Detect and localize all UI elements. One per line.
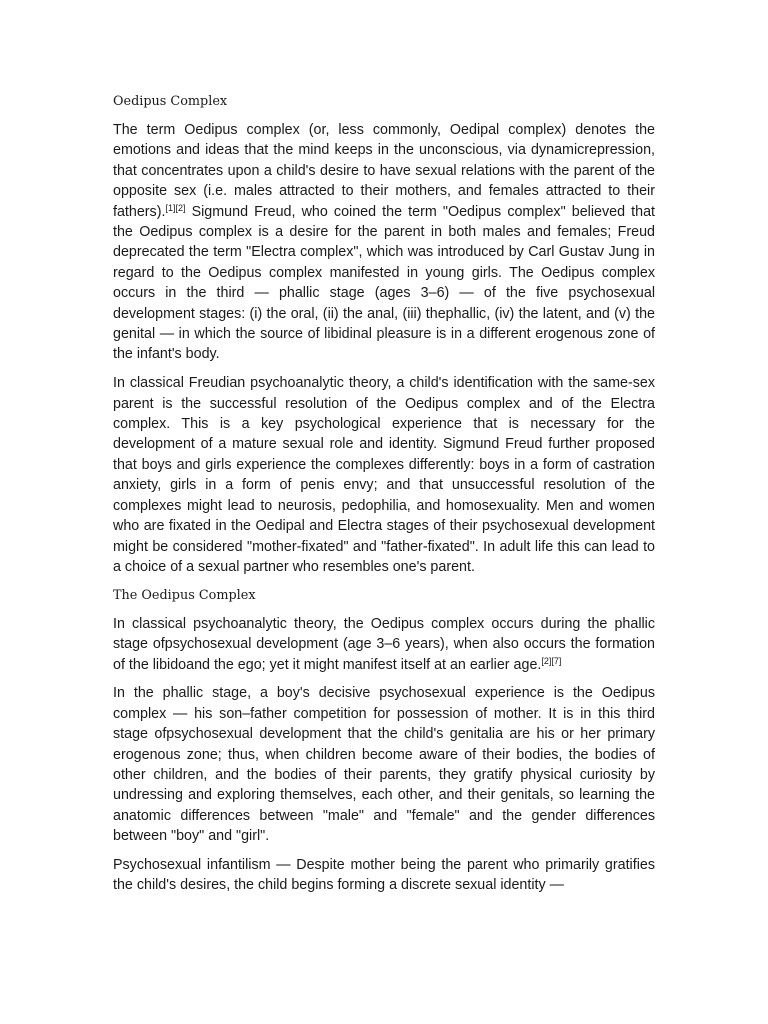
paragraph-1-text: The term Oedipus complex (or, less commonly, Oedipal complex) denotes the emotions and ideas that the mind keeps in the unconscious, via dynamicrepression, that concentrates upon a child's desire to have sexual relations with the parent of the opposite sex (i.e. males attracted to their mothers, and females attracted to their fathers).	[113, 122, 655, 220]
paragraph-1-continued: Sigmund Freud, who coined the term "Oedipus complex" believed that the Oedipus complex is a desire for the parent in both males and females; Freud deprecated the term "Electra complex", which was introduced by Carl Gustav Jung in regard to the Oedipus complex manifested in young girls. The Oedipus complex occurs in the third — phallic stage (ages 3–6) — of the five psychosexual development stages: (i) the oral, (ii) the anal, (iii) thephallic, (iv) the latent, and (v) the genital — in which the source of libidinal pleasure is in a different erogenous zone of the infant's body.	[113, 203, 655, 363]
paragraph-4: In the phallic stage, a boy's decisive psychosexual experience is the Oedipus complex — his son–father competition for possession of mother. It is in this third stage ofpsychosexual development that the child's genitalia are his or her primary erogenous zone; thus, when children become aware of their bodies, the bodies of other children, and the bodies of their parents, they gratify physical curiosity by undressing and exploring themselves, each other, and their genitals, so learning the anatomic differences between "male" and "female" and the gender differences between "boy" and "girl".	[113, 685, 655, 845]
paragraph-2: In classical Freudian psychoanalytic theory, a child's identification with the same-sex parent is the successful resolution of the Oedipus complex and of the Electra complex. This is a key psychological experience that is necessary for the development of a mature sexual role and identity. Sigmund Freud further proposed that boys and girls experience the complexes differently: boys in a form of castration anxiety, girls in a form of penis envy; and that unsuccessful resolution of the complexes might lead to neurosis, pedophilia, and homosexuality. Men and women who are fixated in the Oedipal and Electra stages of their psychosexual development might be considered "mother-fixated" and "father-fixated". In adult life this can lead to a choice of a sexual partner who resembles one's parent.	[113, 375, 655, 575]
paragraph-3	[113, 614, 655, 675]
citation-ref-1-2: [1][2]	[165, 202, 186, 213]
paragraph-5: Psychosexual infantilism — Despite mother being the parent who primarily gratifies the child's desires, the child begins forming a discrete sexual identity —	[113, 856, 655, 894]
citation-ref-2-7: [2][7]	[541, 655, 562, 666]
paragraph-3-text: In classical psychoanalytic theory, the Oedipus complex occurs during the phallic stage ofpsychosexual development (age 3–6 years), when also occurs the formation of the libidoand the ego; yet it might manifest itself at an earlier age.	[113, 615, 655, 673]
paragraph-1	[113, 120, 655, 365]
section-heading-oedipus-complex: Oedipus Complex	[113, 94, 228, 109]
section-heading-the-oedipus-complex: The Oedipus Complex	[113, 587, 256, 603]
document-page	[113, 92, 655, 904]
